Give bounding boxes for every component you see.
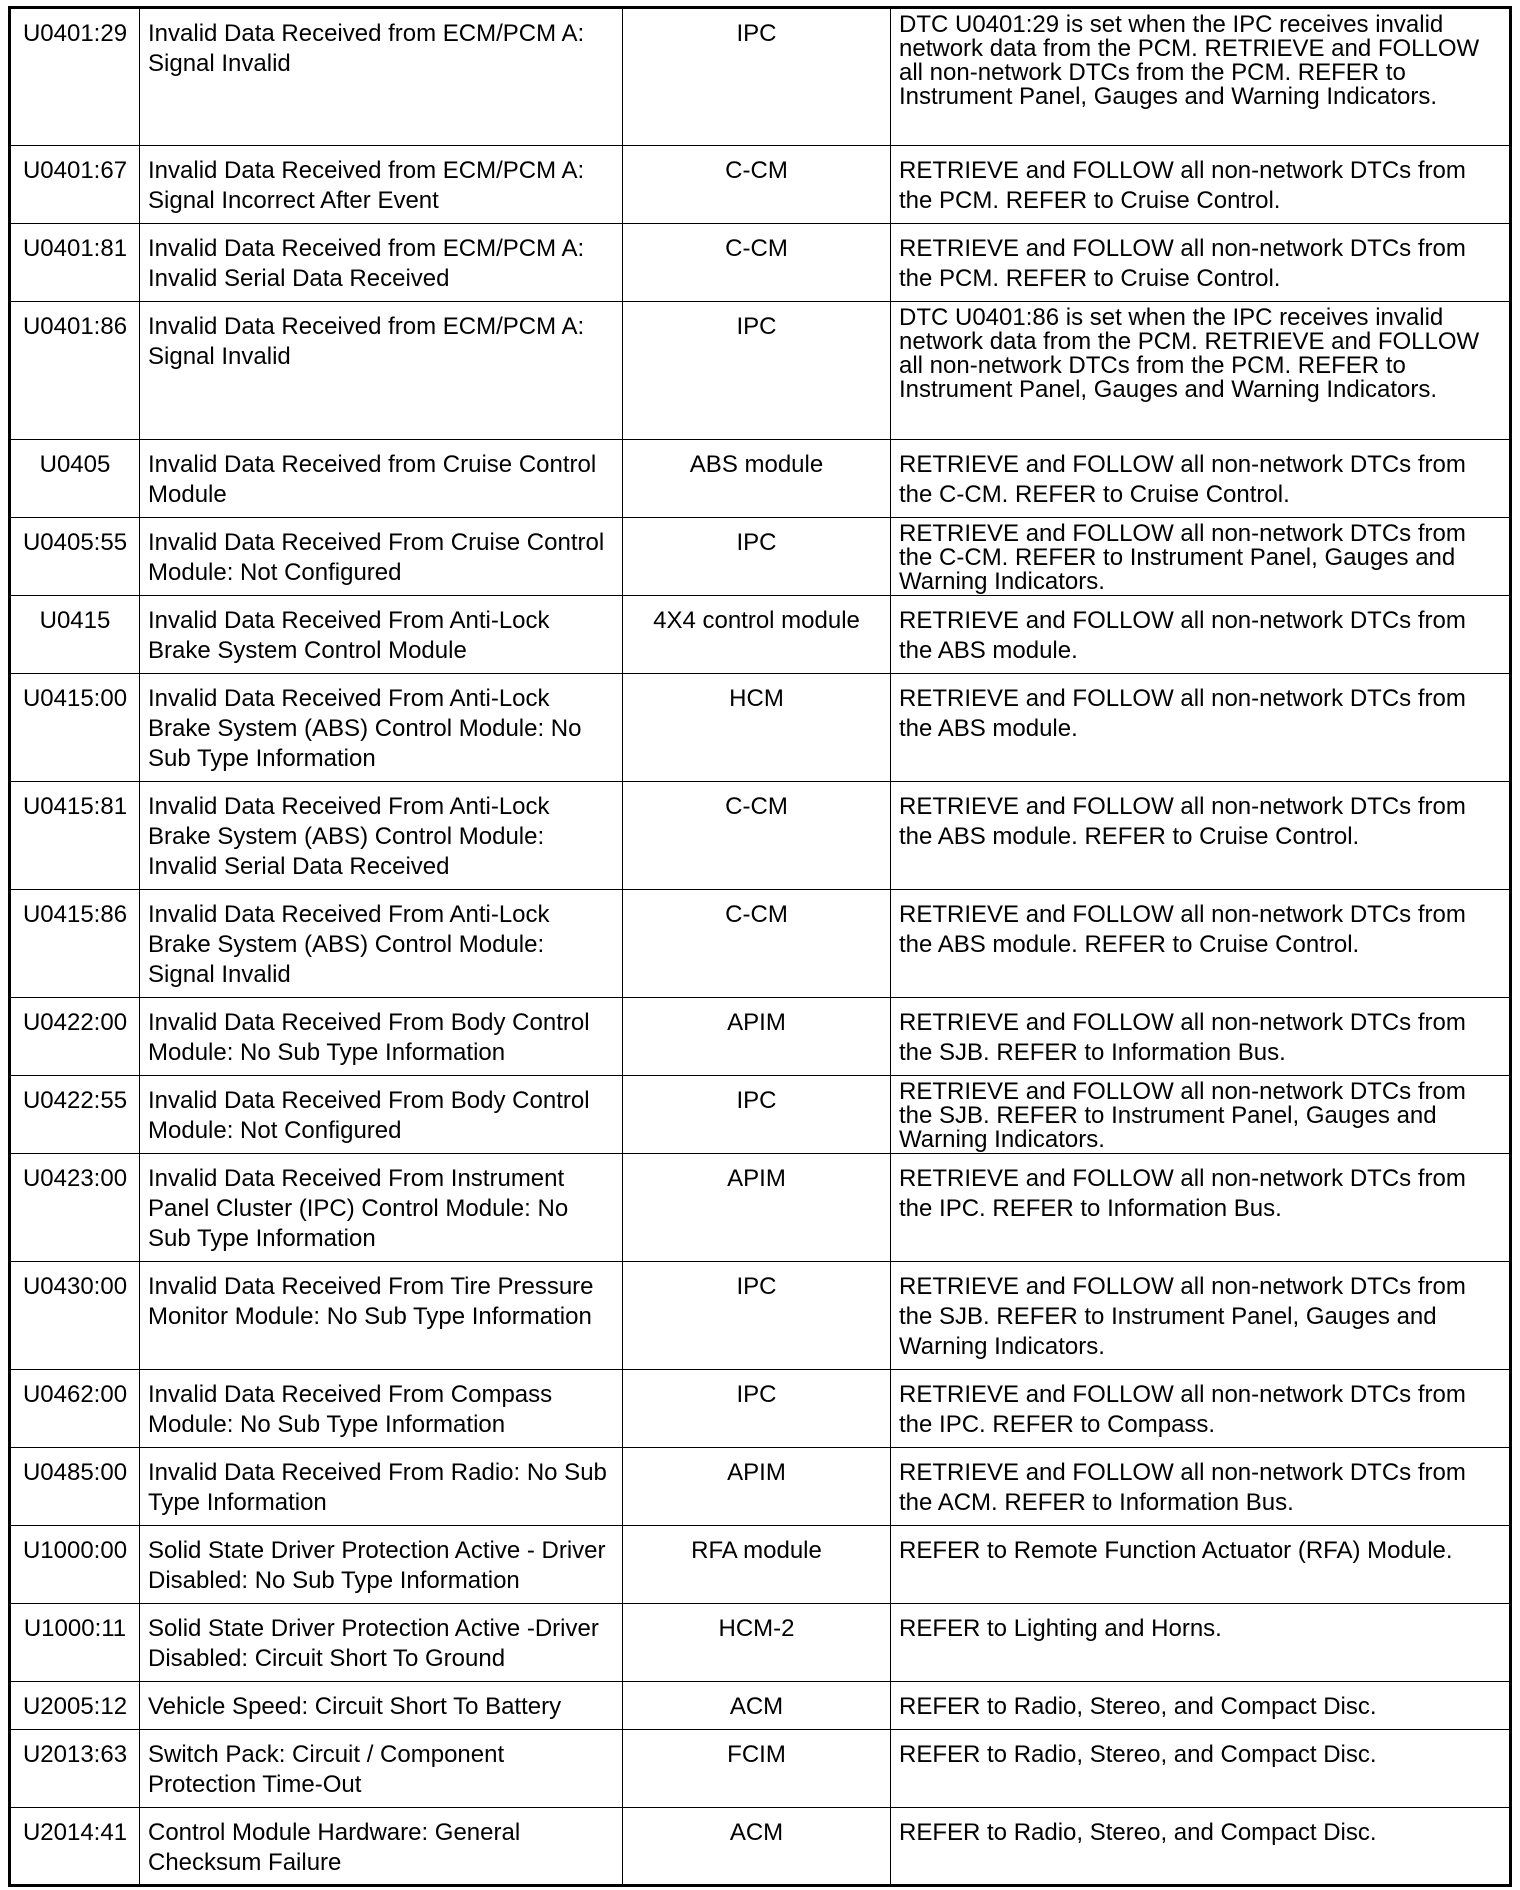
dtc-module: C-CM bbox=[623, 890, 891, 998]
dtc-code: U0401:86 bbox=[10, 302, 140, 440]
dtc-module: IPC bbox=[623, 1370, 891, 1448]
table-row bbox=[10, 224, 1511, 302]
dtc-module: RFA module bbox=[623, 1526, 891, 1604]
dtc-module: IPC bbox=[623, 1262, 891, 1370]
dtc-description: Vehicle Speed: Circuit Short To Battery bbox=[140, 1682, 623, 1730]
dtc-code: U0415 bbox=[10, 596, 140, 674]
dtc-action: REFER to Lighting and Horns. bbox=[891, 1604, 1511, 1682]
dtc-action: REFER to Radio, Stereo, and Compact Disc. bbox=[891, 1730, 1511, 1808]
dtc-module: APIM bbox=[623, 1448, 891, 1526]
table-row bbox=[10, 302, 1511, 440]
dtc-code: U1000:00 bbox=[10, 1526, 140, 1604]
dtc-action: DTC U0401:86 is set when the IPC receives invalid network data from the PCM. RETRIEVE and FOLLOW all non-network DTCs from the PCM. REFER to Instrument Panel, Gauges and Warning Indicators. bbox=[891, 302, 1511, 440]
dtc-action: RETRIEVE and FOLLOW all non-network DTCs from the IPC. REFER to Information Bus. bbox=[891, 1154, 1511, 1262]
dtc-code: U0401:81 bbox=[10, 224, 140, 302]
dtc-code: U0430:00 bbox=[10, 1262, 140, 1370]
dtc-code: U2013:63 bbox=[10, 1730, 140, 1808]
dtc-table-body bbox=[10, 8, 1511, 1886]
dtc-module: C-CM bbox=[623, 782, 891, 890]
dtc-code: U2014:41 bbox=[10, 1808, 140, 1886]
dtc-module: IPC bbox=[623, 1076, 891, 1154]
dtc-module: IPC bbox=[623, 8, 891, 146]
dtc-description: Switch Pack: Circuit / Component Protection Time-Out bbox=[140, 1730, 623, 1808]
dtc-action: RETRIEVE and FOLLOW all non-network DTCs from the PCM. REFER to Cruise Control. bbox=[891, 224, 1511, 302]
dtc-module: APIM bbox=[623, 1154, 891, 1262]
dtc-module: HCM bbox=[623, 674, 891, 782]
table-row bbox=[10, 518, 1511, 596]
dtc-action: RETRIEVE and FOLLOW all non-network DTCs from the C-CM. REFER to Instrument Panel, Gauges and Warning Indicators. bbox=[891, 518, 1511, 596]
dtc-action: RETRIEVE and FOLLOW all non-network DTCs from the ABS module. bbox=[891, 596, 1511, 674]
dtc-description: Invalid Data Received from ECM/PCM A: Signal Invalid bbox=[140, 302, 623, 440]
dtc-description: Solid State Driver Protection Active - Driver Disabled: No Sub Type Information bbox=[140, 1526, 623, 1604]
dtc-code: U0423:00 bbox=[10, 1154, 140, 1262]
dtc-description: Solid State Driver Protection Active -Driver Disabled: Circuit Short To Ground bbox=[140, 1604, 623, 1682]
dtc-description: Invalid Data Received from ECM/PCM A: Signal Incorrect After Event bbox=[140, 146, 623, 224]
dtc-description: Invalid Data Received From Radio: No Sub Type Information bbox=[140, 1448, 623, 1526]
dtc-code: U0415:81 bbox=[10, 782, 140, 890]
dtc-code: U0401:29 bbox=[10, 8, 140, 146]
dtc-description: Invalid Data Received from ECM/PCM A: Signal Invalid bbox=[140, 8, 623, 146]
dtc-action: REFER to Radio, Stereo, and Compact Disc. bbox=[891, 1682, 1511, 1730]
table-row bbox=[10, 1370, 1511, 1448]
table-row bbox=[10, 1526, 1511, 1604]
dtc-description: Invalid Data Received From Body Control Module: No Sub Type Information bbox=[140, 998, 623, 1076]
dtc-module: IPC bbox=[623, 302, 891, 440]
dtc-action: REFER to Radio, Stereo, and Compact Disc. bbox=[891, 1808, 1511, 1886]
table-row bbox=[10, 998, 1511, 1076]
dtc-description: Invalid Data Received From Anti-Lock Brake System (ABS) Control Module: No Sub Type Information bbox=[140, 674, 623, 782]
table-row bbox=[10, 596, 1511, 674]
dtc-description: Invalid Data Received From Tire Pressure Monitor Module: No Sub Type Information bbox=[140, 1262, 623, 1370]
dtc-action: REFER to Remote Function Actuator (RFA) Module. bbox=[891, 1526, 1511, 1604]
table-row bbox=[10, 782, 1511, 890]
dtc-module: C-CM bbox=[623, 146, 891, 224]
dtc-action: RETRIEVE and FOLLOW all non-network DTCs from the IPC. REFER to Compass. bbox=[891, 1370, 1511, 1448]
table-row bbox=[10, 146, 1511, 224]
dtc-action: RETRIEVE and FOLLOW all non-network DTCs from the SJB. REFER to Information Bus. bbox=[891, 998, 1511, 1076]
table-row bbox=[10, 1730, 1511, 1808]
dtc-module: HCM-2 bbox=[623, 1604, 891, 1682]
table-row bbox=[10, 440, 1511, 518]
dtc-module: ABS module bbox=[623, 440, 891, 518]
dtc-module: ACM bbox=[623, 1682, 891, 1730]
dtc-code: U0422:55 bbox=[10, 1076, 140, 1154]
dtc-description: Invalid Data Received From Cruise Control Module: Not Configured bbox=[140, 518, 623, 596]
table-row bbox=[10, 674, 1511, 782]
table-row bbox=[10, 1682, 1511, 1730]
dtc-table bbox=[8, 6, 1512, 1887]
table-row bbox=[10, 1604, 1511, 1682]
dtc-action: RETRIEVE and FOLLOW all non-network DTCs from the PCM. REFER to Cruise Control. bbox=[891, 146, 1511, 224]
table-row bbox=[10, 1154, 1511, 1262]
dtc-description: Invalid Data Received From Anti-Lock Brake System (ABS) Control Module: Signal Invalid bbox=[140, 890, 623, 998]
dtc-action: RETRIEVE and FOLLOW all non-network DTCs from the C-CM. REFER to Cruise Control. bbox=[891, 440, 1511, 518]
dtc-code: U0405:55 bbox=[10, 518, 140, 596]
table-row bbox=[10, 1262, 1511, 1370]
dtc-description: Control Module Hardware: General Checksum Failure bbox=[140, 1808, 623, 1886]
dtc-description: Invalid Data Received from Cruise Control Module bbox=[140, 440, 623, 518]
dtc-module: ACM bbox=[623, 1808, 891, 1886]
dtc-code: U0415:00 bbox=[10, 674, 140, 782]
dtc-description: Invalid Data Received From Body Control Module: Not Configured bbox=[140, 1076, 623, 1154]
dtc-code: U0401:67 bbox=[10, 146, 140, 224]
dtc-code: U1000:11 bbox=[10, 1604, 140, 1682]
table-row bbox=[10, 8, 1511, 146]
dtc-code: U0415:86 bbox=[10, 890, 140, 998]
dtc-code: U2005:12 bbox=[10, 1682, 140, 1730]
dtc-action: RETRIEVE and FOLLOW all non-network DTCs from the ABS module. bbox=[891, 674, 1511, 782]
dtc-description: Invalid Data Received from ECM/PCM A: Invalid Serial Data Received bbox=[140, 224, 623, 302]
dtc-description: Invalid Data Received From Compass Module: No Sub Type Information bbox=[140, 1370, 623, 1448]
dtc-action: DTC U0401:29 is set when the IPC receives invalid network data from the PCM. RETRIEVE and FOLLOW all non-network DTCs from the PCM. REFER to Instrument Panel, Gauges and Warning Indicators. bbox=[891, 8, 1511, 146]
dtc-code: U0405 bbox=[10, 440, 140, 518]
dtc-module: 4X4 control module bbox=[623, 596, 891, 674]
dtc-module: APIM bbox=[623, 998, 891, 1076]
dtc-module: C-CM bbox=[623, 224, 891, 302]
table-row bbox=[10, 1808, 1511, 1886]
dtc-module: FCIM bbox=[623, 1730, 891, 1808]
dtc-action: RETRIEVE and FOLLOW all non-network DTCs from the ABS module. REFER to Cruise Control. bbox=[891, 782, 1511, 890]
dtc-code: U0422:00 bbox=[10, 998, 140, 1076]
dtc-action: RETRIEVE and FOLLOW all non-network DTCs from the ACM. REFER to Information Bus. bbox=[891, 1448, 1511, 1526]
dtc-action: RETRIEVE and FOLLOW all non-network DTCs from the SJB. REFER to Instrument Panel, Gauges and Warning Indicators. bbox=[891, 1076, 1511, 1154]
dtc-description: Invalid Data Received From Anti-Lock Brake System Control Module bbox=[140, 596, 623, 674]
dtc-module: IPC bbox=[623, 518, 891, 596]
dtc-description: Invalid Data Received From Anti-Lock Brake System (ABS) Control Module: Invalid Serial Data Received bbox=[140, 782, 623, 890]
dtc-code: U0485:00 bbox=[10, 1448, 140, 1526]
dtc-description: Invalid Data Received From Instrument Panel Cluster (IPC) Control Module: No Sub Type Information bbox=[140, 1154, 623, 1262]
dtc-action: RETRIEVE and FOLLOW all non-network DTCs from the ABS module. REFER to Cruise Control. bbox=[891, 890, 1511, 998]
dtc-code: U0462:00 bbox=[10, 1370, 140, 1448]
table-row bbox=[10, 890, 1511, 998]
dtc-action: RETRIEVE and FOLLOW all non-network DTCs from the SJB. REFER to Instrument Panel, Gauges and Warning Indicators. bbox=[891, 1262, 1511, 1370]
table-row bbox=[10, 1076, 1511, 1154]
table-row bbox=[10, 1448, 1511, 1526]
